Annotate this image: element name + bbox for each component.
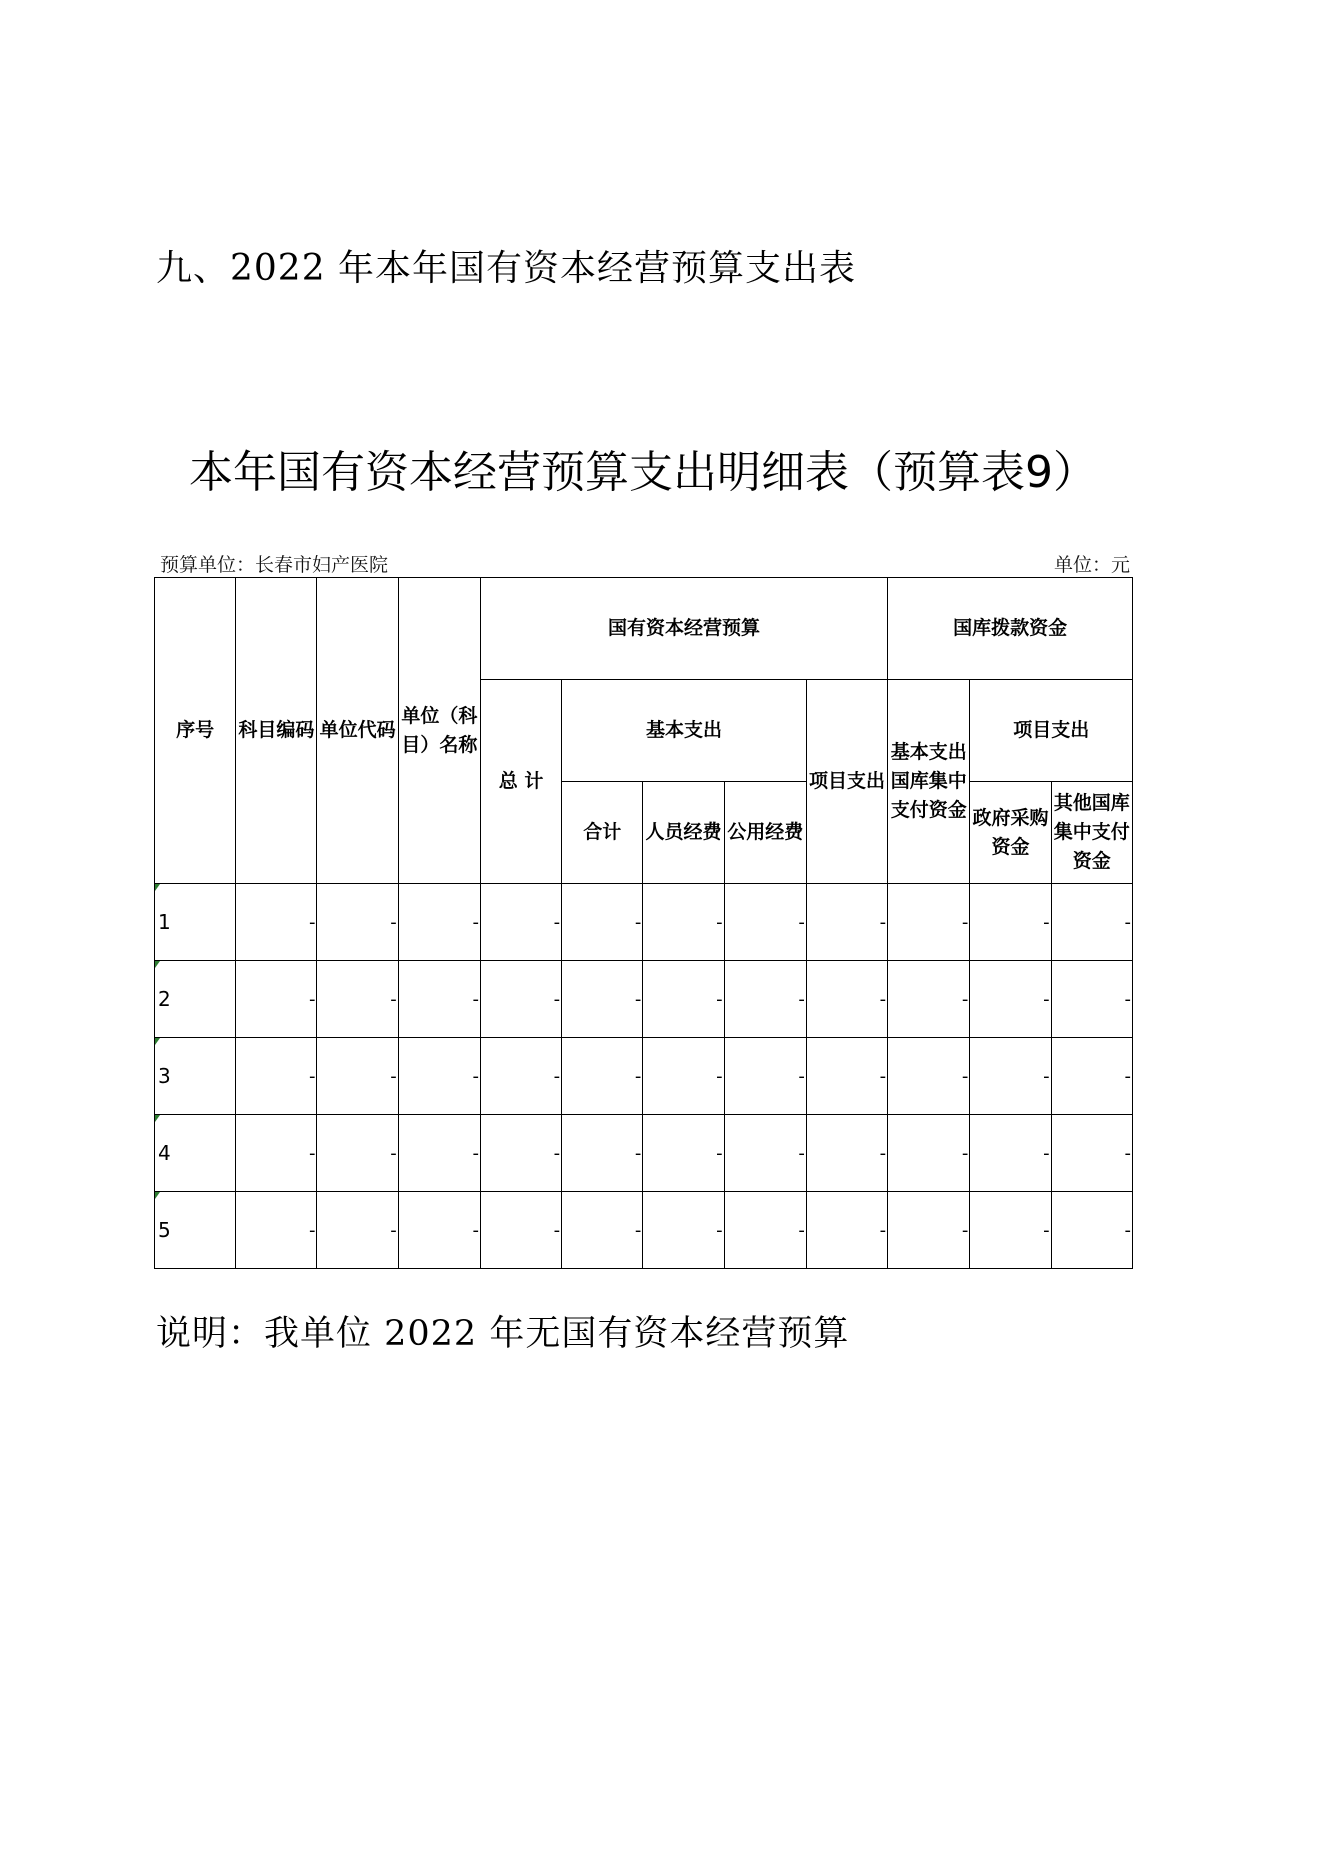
table-row bbox=[155, 961, 1133, 1038]
row-cell: - bbox=[236, 1192, 317, 1269]
header-personnel: 人员经费 bbox=[643, 782, 724, 884]
row-cell: - bbox=[317, 1038, 398, 1115]
row-cell: - bbox=[970, 961, 1051, 1038]
explanation-note: 说明：我单位 2022 年无国有资本经营预算 bbox=[156, 1314, 850, 1354]
row-cell: - bbox=[317, 1115, 398, 1192]
page-heading: 九、2022 年本年国有资本经营预算支出表 bbox=[156, 248, 857, 289]
budget-sheet bbox=[154, 376, 1132, 1274]
row-cell: - bbox=[480, 884, 561, 961]
table-row bbox=[155, 884, 1133, 961]
row-cell: - bbox=[480, 1038, 561, 1115]
header-treasury-funds: 国库拨款资金 bbox=[888, 578, 1133, 680]
row-cell: - bbox=[236, 884, 317, 961]
row-cell: - bbox=[398, 961, 480, 1038]
row-cell: - bbox=[970, 1192, 1051, 1269]
header-project-expense-2: 项目支出 bbox=[970, 680, 1133, 782]
row-cell: - bbox=[724, 884, 806, 961]
row-cell: - bbox=[888, 1115, 970, 1192]
row-seq: 4 bbox=[155, 1115, 236, 1192]
header-state-capital-budget: 国有资本经营预算 bbox=[480, 578, 887, 680]
row-cell: - bbox=[562, 1115, 643, 1192]
row-cell: - bbox=[806, 1038, 887, 1115]
row-cell: - bbox=[317, 1192, 398, 1269]
budget-unit-label: 预算单位：长春市妇产医院 bbox=[160, 554, 389, 576]
row-cell: - bbox=[562, 961, 643, 1038]
currency-unit-label: 单位：元 bbox=[1053, 554, 1130, 576]
row-cell: - bbox=[398, 884, 480, 961]
row-cell: - bbox=[1051, 1115, 1132, 1192]
row-cell: - bbox=[480, 1192, 561, 1269]
row-cell: - bbox=[398, 1038, 480, 1115]
header-gov-procurement: 政府采购资金 bbox=[970, 782, 1051, 884]
row-cell: - bbox=[236, 961, 317, 1038]
row-cell: - bbox=[480, 1115, 561, 1192]
row-cell: - bbox=[1051, 1038, 1132, 1115]
header-total: 总 计 bbox=[480, 680, 561, 884]
row-cell: - bbox=[317, 884, 398, 961]
header-seq: 序号 bbox=[155, 578, 236, 884]
row-cell: - bbox=[1051, 884, 1132, 961]
row-cell: - bbox=[643, 1192, 724, 1269]
header-basic-expense: 基本支出 bbox=[562, 680, 807, 782]
row-cell: - bbox=[562, 884, 643, 961]
row-cell: - bbox=[970, 1115, 1051, 1192]
row-cell: - bbox=[562, 1038, 643, 1115]
header-subtotal: 合计 bbox=[562, 782, 643, 884]
row-cell: - bbox=[888, 1038, 970, 1115]
row-cell: - bbox=[888, 1192, 970, 1269]
row-cell: - bbox=[724, 1192, 806, 1269]
header-other-treasury: 其他国库集中支付资金 bbox=[1051, 782, 1132, 884]
row-cell: - bbox=[398, 1192, 480, 1269]
row-cell: - bbox=[724, 1115, 806, 1192]
row-cell: - bbox=[562, 1192, 643, 1269]
row-cell: - bbox=[643, 1115, 724, 1192]
row-cell: - bbox=[888, 884, 970, 961]
row-seq: 1 bbox=[155, 884, 236, 961]
row-cell: - bbox=[724, 961, 806, 1038]
row-cell: - bbox=[806, 1115, 887, 1192]
row-cell: - bbox=[317, 961, 398, 1038]
sheet-title: 本年国有资本经营预算支出明细表（预算表9） bbox=[189, 447, 1097, 498]
header-project-expense: 项目支出 bbox=[806, 680, 887, 884]
header-unit-name: 单位（科目）名称 bbox=[398, 578, 480, 884]
row-cell: - bbox=[806, 961, 887, 1038]
row-cell: - bbox=[1051, 1192, 1132, 1269]
row-cell: - bbox=[970, 884, 1051, 961]
header-public: 公用经费 bbox=[724, 782, 806, 884]
row-cell: - bbox=[236, 1115, 317, 1192]
row-seq: 5 bbox=[155, 1192, 236, 1269]
row-cell: - bbox=[236, 1038, 317, 1115]
row-cell: - bbox=[806, 884, 887, 961]
header-basic-treasury: 基本支出国库集中支付资金 bbox=[888, 680, 970, 884]
header-unit-code: 单位代码 bbox=[317, 578, 398, 884]
row-cell: - bbox=[724, 1038, 806, 1115]
table-row bbox=[155, 1115, 1133, 1192]
row-cell: - bbox=[806, 1192, 887, 1269]
row-cell: - bbox=[970, 1038, 1051, 1115]
row-cell: - bbox=[480, 961, 561, 1038]
row-seq: 3 bbox=[155, 1038, 236, 1115]
table-row bbox=[155, 1038, 1133, 1115]
row-cell: - bbox=[888, 961, 970, 1038]
row-cell: - bbox=[643, 884, 724, 961]
budget-table bbox=[154, 577, 1133, 1269]
row-cell: - bbox=[643, 961, 724, 1038]
row-seq: 2 bbox=[155, 961, 236, 1038]
header-subject-code: 科目编码 bbox=[236, 578, 317, 884]
table-row bbox=[155, 1192, 1133, 1269]
row-cell: - bbox=[1051, 961, 1132, 1038]
row-cell: - bbox=[398, 1115, 480, 1192]
row-cell: - bbox=[643, 1038, 724, 1115]
